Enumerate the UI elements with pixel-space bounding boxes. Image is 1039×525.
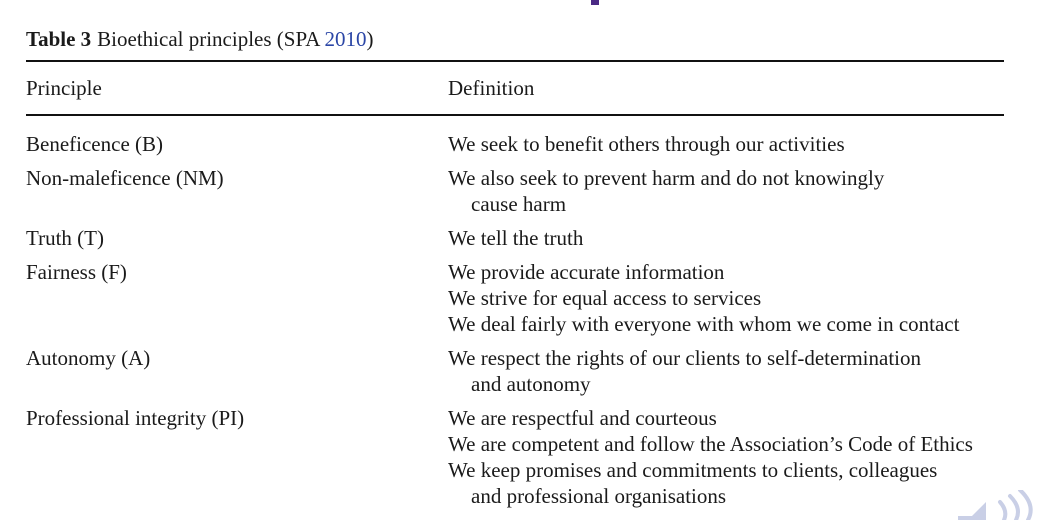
slide-accent-mark [591,0,599,5]
table-number: Table 3 [26,27,92,51]
column-header-definition: Definition [448,76,535,100]
definition-line: We tell the truth [448,226,584,250]
principle-cell: Autonomy (A) [26,346,151,370]
principle-cell: Fairness (F) [26,260,127,284]
table-row [26,405,1004,509]
table-header-rule [26,114,1004,116]
definition-line: We seek to benefit others through our activities [448,132,845,156]
citation-year-link[interactable]: 2010 [324,27,367,51]
definition-line: and professional organisations [471,484,727,508]
definition-line: We strive for equal access to services [448,286,762,310]
definition-cell [448,225,1004,251]
column-header-principle: Principle [26,76,102,100]
principle-cell: Non-maleficence (NM) [26,166,224,190]
table-row [26,345,1004,397]
definition-line: We provide accurate information [448,260,725,284]
definition-cell [448,405,1004,509]
table-row [26,259,1004,337]
table-title-end: ) [366,27,374,51]
speaker-icon[interactable] [956,490,1039,520]
definition-line: We also seek to prevent harm and do not knowingly [448,166,885,190]
definition-cell [448,259,1004,337]
table-row [26,131,1004,157]
table-row [26,225,1004,251]
definition-line: We deal fairly with everyone with whom we come in contact [448,312,960,336]
table-body [26,131,1004,509]
definition-cell [448,131,1004,157]
definition-line: We are respectful and courteous [448,406,717,430]
definition-line: We keep promises and commitments to clients, colleagues [448,458,938,482]
principle-cell: Beneficence (B) [26,132,164,156]
table-row [26,165,1004,217]
table-top-rule [26,60,1004,62]
definition-line: We are competent and follow the Association’s Code of Ethics [448,432,973,456]
definition-line: and autonomy [471,372,591,396]
definition-line: We respect the rights of our clients to self-determination [448,346,921,370]
table-title: Bioethical principles (SPA [97,27,325,51]
definition-cell [448,165,1004,217]
definition-cell [448,345,1004,397]
principle-cell: Professional integrity (PI) [26,406,245,430]
definition-line: cause harm [471,192,567,216]
principle-cell: Truth (T) [26,226,104,250]
table-caption [26,25,373,53]
